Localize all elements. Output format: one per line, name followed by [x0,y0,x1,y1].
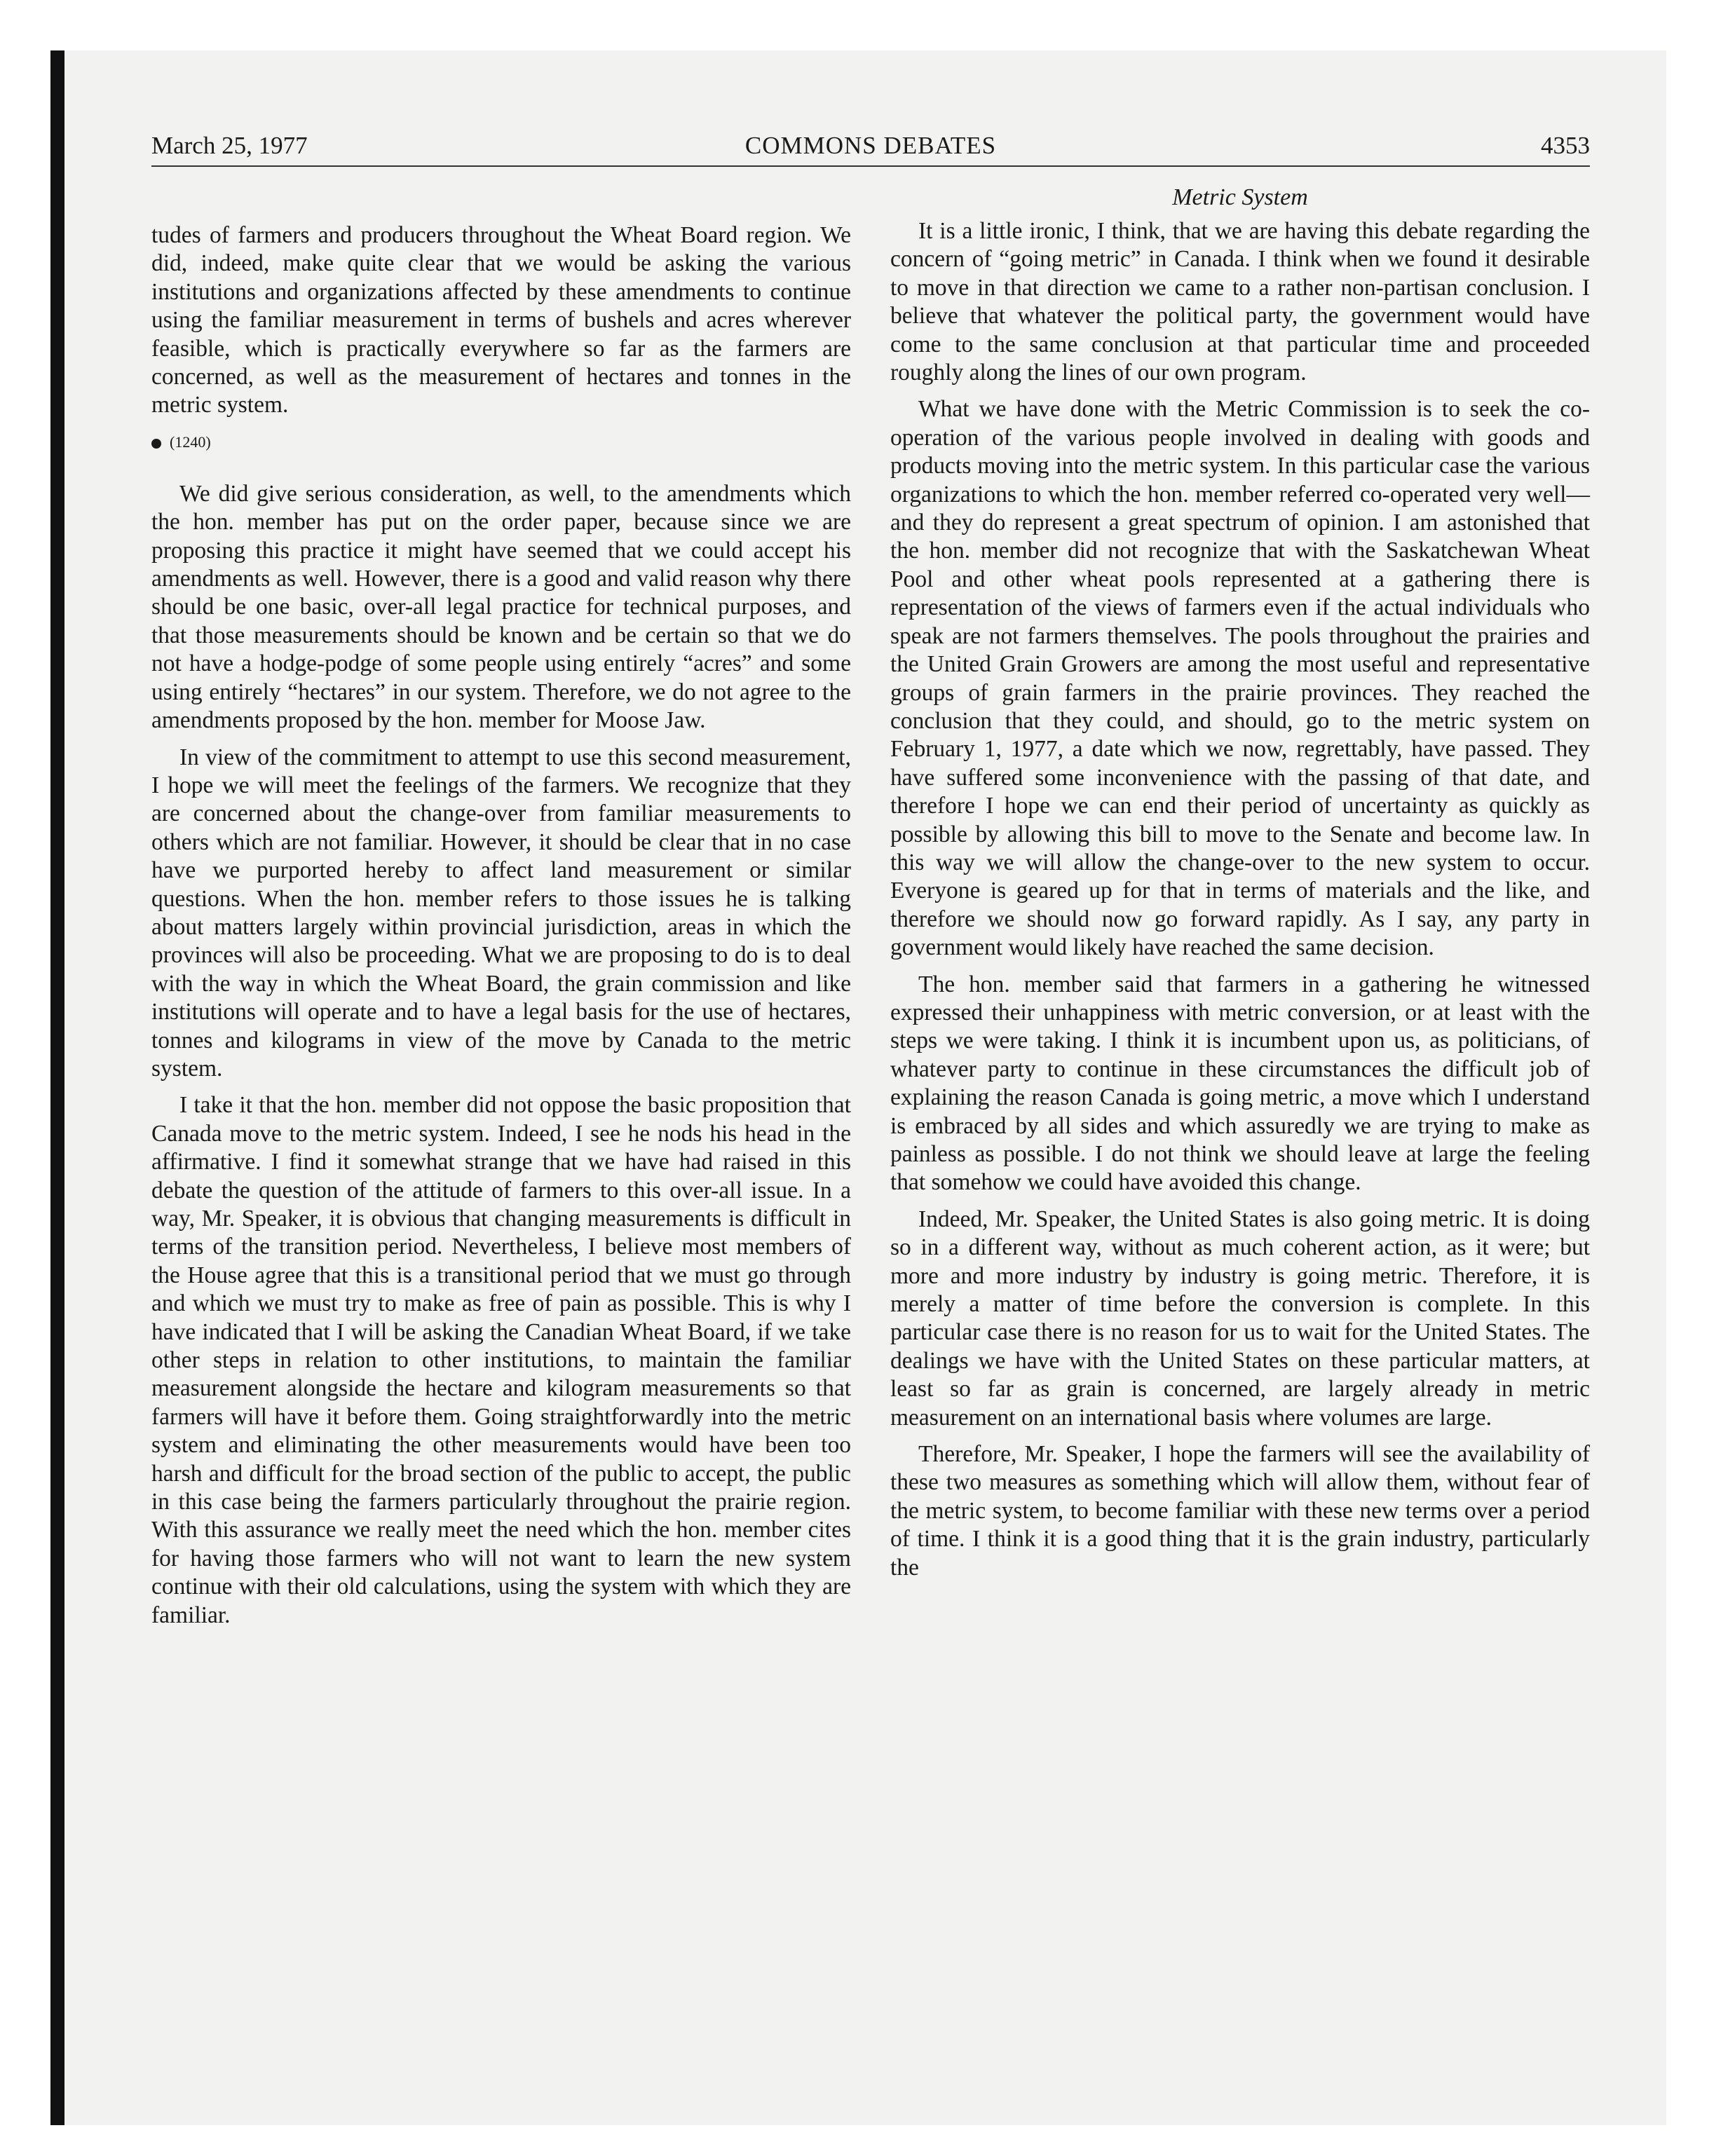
left-paragraph-3: In view of the commitment to attempt to use this second measurement, I hope we will meet the feelings of the farmers. We recognize that they are concerned about the change-over from familiar measurements to others which are not familiar. However, it should be clear that in no case have we purported hereby to affect land measurement or similar questions. When the hon. member refers to those issues he is talking about matters largely within provincial jurisdiction, areas in which the provinces will also be proceeding. What we are proposing to do is to deal with the way in which the Wheat Board, the grain commission and like institutions will operate and to have a legal basis for the use of hectares, tonnes and kilograms in view of the move by Canada to the metric system. [151,744,851,1082]
right-paragraph-4: Indeed, Mr. Speaker, the United States is also going metric. It is doing so in a different way, without as much coherent action, as it were; but more and more industry by industry is going metric. Therefore, it is merely a matter of time before the conversion is complete. In this particular case there is no reason for us to wait for the United States. The dealings we have with the United States on these particular matters, at least so far as grain is concerned, are largely already in metric measurement on an international basis where volumes are large. [890,1206,1590,1431]
left-paragraph-4: I take it that the hon. member did not oppose the basic proposition that Canada move to the metric system. Indeed, I see he nods his head in the affirmative. I find it somewhat strange that we have had raised in this debate the question of the attitude of farmers to this over-all issue. In a way, Mr. Speaker, it is obvious that changing measurements is difficult in terms of the transition period. Nevertheless, I believe most members of the House agree that this is a transitional period that we must go through and which we must try to make as free of pain as possible. This is why I have indicated that I will be asking the Canadian Wheat Board, if we take other steps in relation to other institutions, to maintain the familiar measurement alongside the hectare and kilogram measurements so that farmers will have it before them. Going straightforwardly into the metric system and eliminating the other measurements would have been too harsh and difficult for the broad section of the public to accept, the public in this case being the farmers particularly throughout the prairie region. With this assurance we really meet the need which the hon. member cites for having those farmers who will not want to learn the new system continue with their old calculations, using the system with which they are familiar. [151,1092,851,1628]
bullet-icon [151,439,161,449]
header-title: COMMONS DEBATES [744,132,997,159]
left-column [151,221,851,1638]
right-paragraph-5: Therefore, Mr. Speaker, I hope the farmers will see the availability of these two measures as something which will allow them, without fear of the metric system, to become familiar with these new terms over a period of time. I think it is a good thing that it is the grain industry, particularly the [890,1441,1590,1581]
section-heading: Metric System [1172,184,1308,210]
left-paragraph-1: tudes of farmers and producers throughout the Wheat Board region. We did, indeed, make quite clear that we would be asking the various institutions and organizations affected by these amendments to continue using the familiar measurement in terms of bushels and acres wherever feasible, which is practically everywhere so far as the farmers are concerned, as well as the measurement of hectares and tonnes in the metric system. [151,222,851,418]
header-page-number: 4353 [1541,132,1590,159]
page-header [151,130,1590,167]
scan-edge-shadow [50,50,64,2125]
time-marker [151,428,851,456]
right-column [890,182,1590,1590]
right-paragraph-3: The hon. member said that farmers in a gathering he witnessed expressed their unhappiness with metric conversion, or at least with the steps we were taking. I think it is incumbent upon us, as politicians, of whatever party to continue in these circumstances the difficult job of explaining the reason Canada is going metric, a move which I understand is embraced by all sides and which assuredly we are trying to make as painless as possible. I do not think we should leave at large the feeling that somehow we could have avoided this change. [890,971,1590,1196]
header-date: March 25, 1977 [151,132,308,159]
left-paragraph-2: We did give serious consideration, as well, to the amendments which the hon. member has put on the order paper, because since we are proposing this practice it might have seemed that we could accept his amendments as well. However, there is a good and valid reason why there should be one basic, over-all legal practice for technical purposes, and that those measurements should be known and be certain so that we do not have a hodge-podge of some people using entirely “acres” and some using entirely “hectares” in our system. Therefore, we do not agree to the amendments proposed by the hon. member for Moose Jaw. [151,480,851,734]
right-paragraph-2: What we have done with the Metric Commission is to seek the co-operation of the various people involved in dealing with goods and products moving into the metric system. In this particular case the various organizations to which the hon. member referred co-operated very well—and they do represent a great spectrum of opinion. I am astonished that the hon. member did not recognize that with the Saskatchewan Wheat Pool and other wheat pools represented at a gathering there is representation of the views of farmers even if the actual individuals who speak are not farmers themselves. The pools throughout the prairies and the United Grain Growers are among the most useful and representative groups of grain farmers in the prairie provinces. They reached the conclusion that they could, and should, go to the metric system on February 1, 1977, a date which we now, regrettably, have passed. They have suffered some inconvenience with the passing of that date, and therefore I hope we can end their period of uncertainty as quickly as possible by allowing this bill to move to the Senate and become law. In this way we will allow the change-over to the new system to occur. Everyone is geared up for that in terms of materials and the like, and therefore we should now go forward rapidly. As I say, any party in government would likely have reached the same decision. [890,396,1590,961]
time-marker-text: (1240) [170,432,211,451]
right-paragraph-1: It is a little ironic, I think, that we are having this debate regarding the concern of “going metric” in Canada. I think when we found it desirable to move in that direction we came to a rather non-partisan conclusion. I believe that whatever the political party, the government would have come to the same conclusion at that particular time and proceeded roughly along the lines of our own program. [890,218,1590,386]
